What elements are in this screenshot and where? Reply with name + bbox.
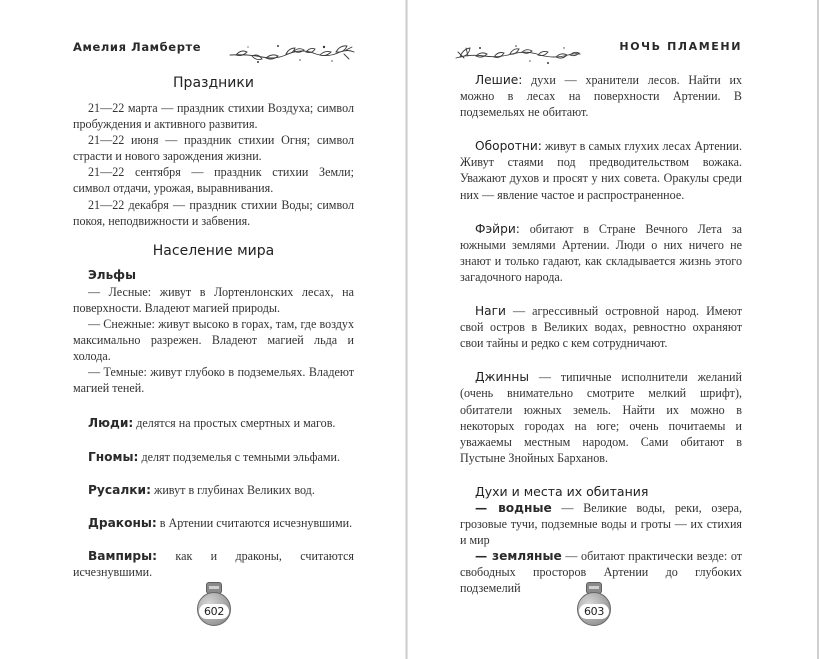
- definition: — агрессивный островной народ. Имеют свой остров в Великих водах, ревностно охраняют свои тайны и редко с кем сотрудничают.: [460, 304, 742, 351]
- term: Фэйри:: [475, 221, 520, 236]
- elf-type-item: — Лесные: живут в Лортенлонских лесах, на поверхности. Владеют магией природы.: [73, 284, 354, 315]
- term: Гномы:: [88, 449, 139, 464]
- race-entry-humans: [73, 415, 354, 431]
- term: Драконы:: [88, 515, 157, 530]
- left-page: [0, 0, 405, 659]
- holiday-item: 21—22 декабря — праздник стихии Воды; символ покоя, неподвижности и забвения.: [73, 197, 354, 228]
- definition: в Артении считаются исчезнувшими.: [156, 515, 353, 530]
- term: Лешие:: [475, 73, 523, 87]
- race-entry-gnomes: [73, 449, 354, 465]
- definition: — Великие воды, реки, озера, грозовые тучи, подземные воды и гроты — их стихия и мир: [460, 500, 742, 548]
- race-entry-vampires: [73, 548, 354, 580]
- spirits-heading: Духи и места их обитания: [475, 483, 649, 499]
- right-text-column: [460, 72, 742, 596]
- term: — земляные: [475, 549, 562, 564]
- holiday-item: 21—22 сентября — праздник стихии Земли; символ отдачи, урожая, выравнивания.: [73, 165, 354, 196]
- term: Вампиры:: [88, 548, 158, 563]
- right-page: [408, 0, 817, 659]
- definition: живут в самых глухих лесах Артении. Живут стаями под предводительством вожака. Уважают духов и просят у них совета. Оракулы среди них — явление частое и распространенное.: [460, 139, 742, 202]
- page-number-badge: [574, 582, 614, 630]
- definition: — обитают практически везде: от свободных просторов Артении до глубоких подземелий: [460, 549, 742, 596]
- page-number-badge: [194, 582, 234, 630]
- page-gutter-divider: [405, 0, 408, 659]
- definition: обитают в Стране Вечного Лета за южными землями Артении. Люди о них ничего не знают и только гадают, как складывается жизнь этого загадочного народа.: [460, 221, 742, 284]
- floral-vine-ornament-icon: [228, 42, 356, 64]
- section-title-holidays: Праздники: [173, 75, 254, 91]
- creature-entry-werewolves: [460, 138, 742, 202]
- definition: живут в глубинах Великих вод.: [150, 482, 315, 497]
- page-number: 602: [199, 604, 229, 619]
- definition: делят подземелья с темными эльфами.: [138, 449, 340, 464]
- holiday-item: 21—22 июня — праздник стихии Огня; символ страсти и нового зарождения жизни.: [73, 133, 354, 164]
- creature-entry-leshie: [460, 72, 742, 120]
- spirit-type-item: [460, 500, 742, 548]
- term: — водные: [475, 500, 552, 515]
- creature-entry-djinns: [460, 369, 742, 466]
- elves-heading: Эльфы: [88, 267, 136, 282]
- creature-entry-fairies: [460, 221, 742, 285]
- section-title-population: Население мира: [152, 242, 275, 259]
- definition: духи — хранители лесов. Найти их можно в лесах на поверхности Артении. В подземельях не обитают.: [460, 73, 742, 120]
- definition: — типичные исполнители желаний (очень внимательно смотрите мелкий шрифт), обитатели южных земель. Найти их можно в некоторых городах на юге; очень почитаемы и уважаемы местным народом. Сами обитают в Пустыне Знойных Барханов.: [460, 370, 742, 465]
- elf-type-item: — Темные: живут глубоко в подземельях. Владеют магией теней.: [73, 365, 354, 396]
- left-text-column: [73, 73, 354, 580]
- floral-vine-ornament-icon: [454, 42, 582, 64]
- definition: как и драконы, считаются исчезнувшими.: [73, 548, 354, 579]
- term: Русалки:: [88, 482, 151, 497]
- race-entry-mermaids: [73, 482, 354, 498]
- term: Оборотни:: [475, 139, 542, 154]
- definition: делятся на простых смертных и магов.: [133, 416, 336, 431]
- page-number: 603: [579, 604, 609, 619]
- running-head-book-title: НОЧЬ ПЛАМЕНИ: [619, 40, 742, 53]
- term: Наги: [475, 304, 506, 319]
- holiday-item: 21—22 марта — праздник стихии Воздуха; символ пробуждения и активного развития.: [73, 101, 354, 132]
- term: Джинны: [475, 370, 529, 385]
- running-head-author: Амелия Ламберте: [73, 40, 202, 54]
- elf-type-item: — Снежные: живут высоко в горах, там, где воздух максимально разрежен. Владеют магией льда и холода.: [73, 316, 354, 364]
- creature-entry-nagas: [460, 303, 742, 351]
- term: Люди:: [88, 416, 134, 431]
- race-entry-dragons: [73, 515, 354, 531]
